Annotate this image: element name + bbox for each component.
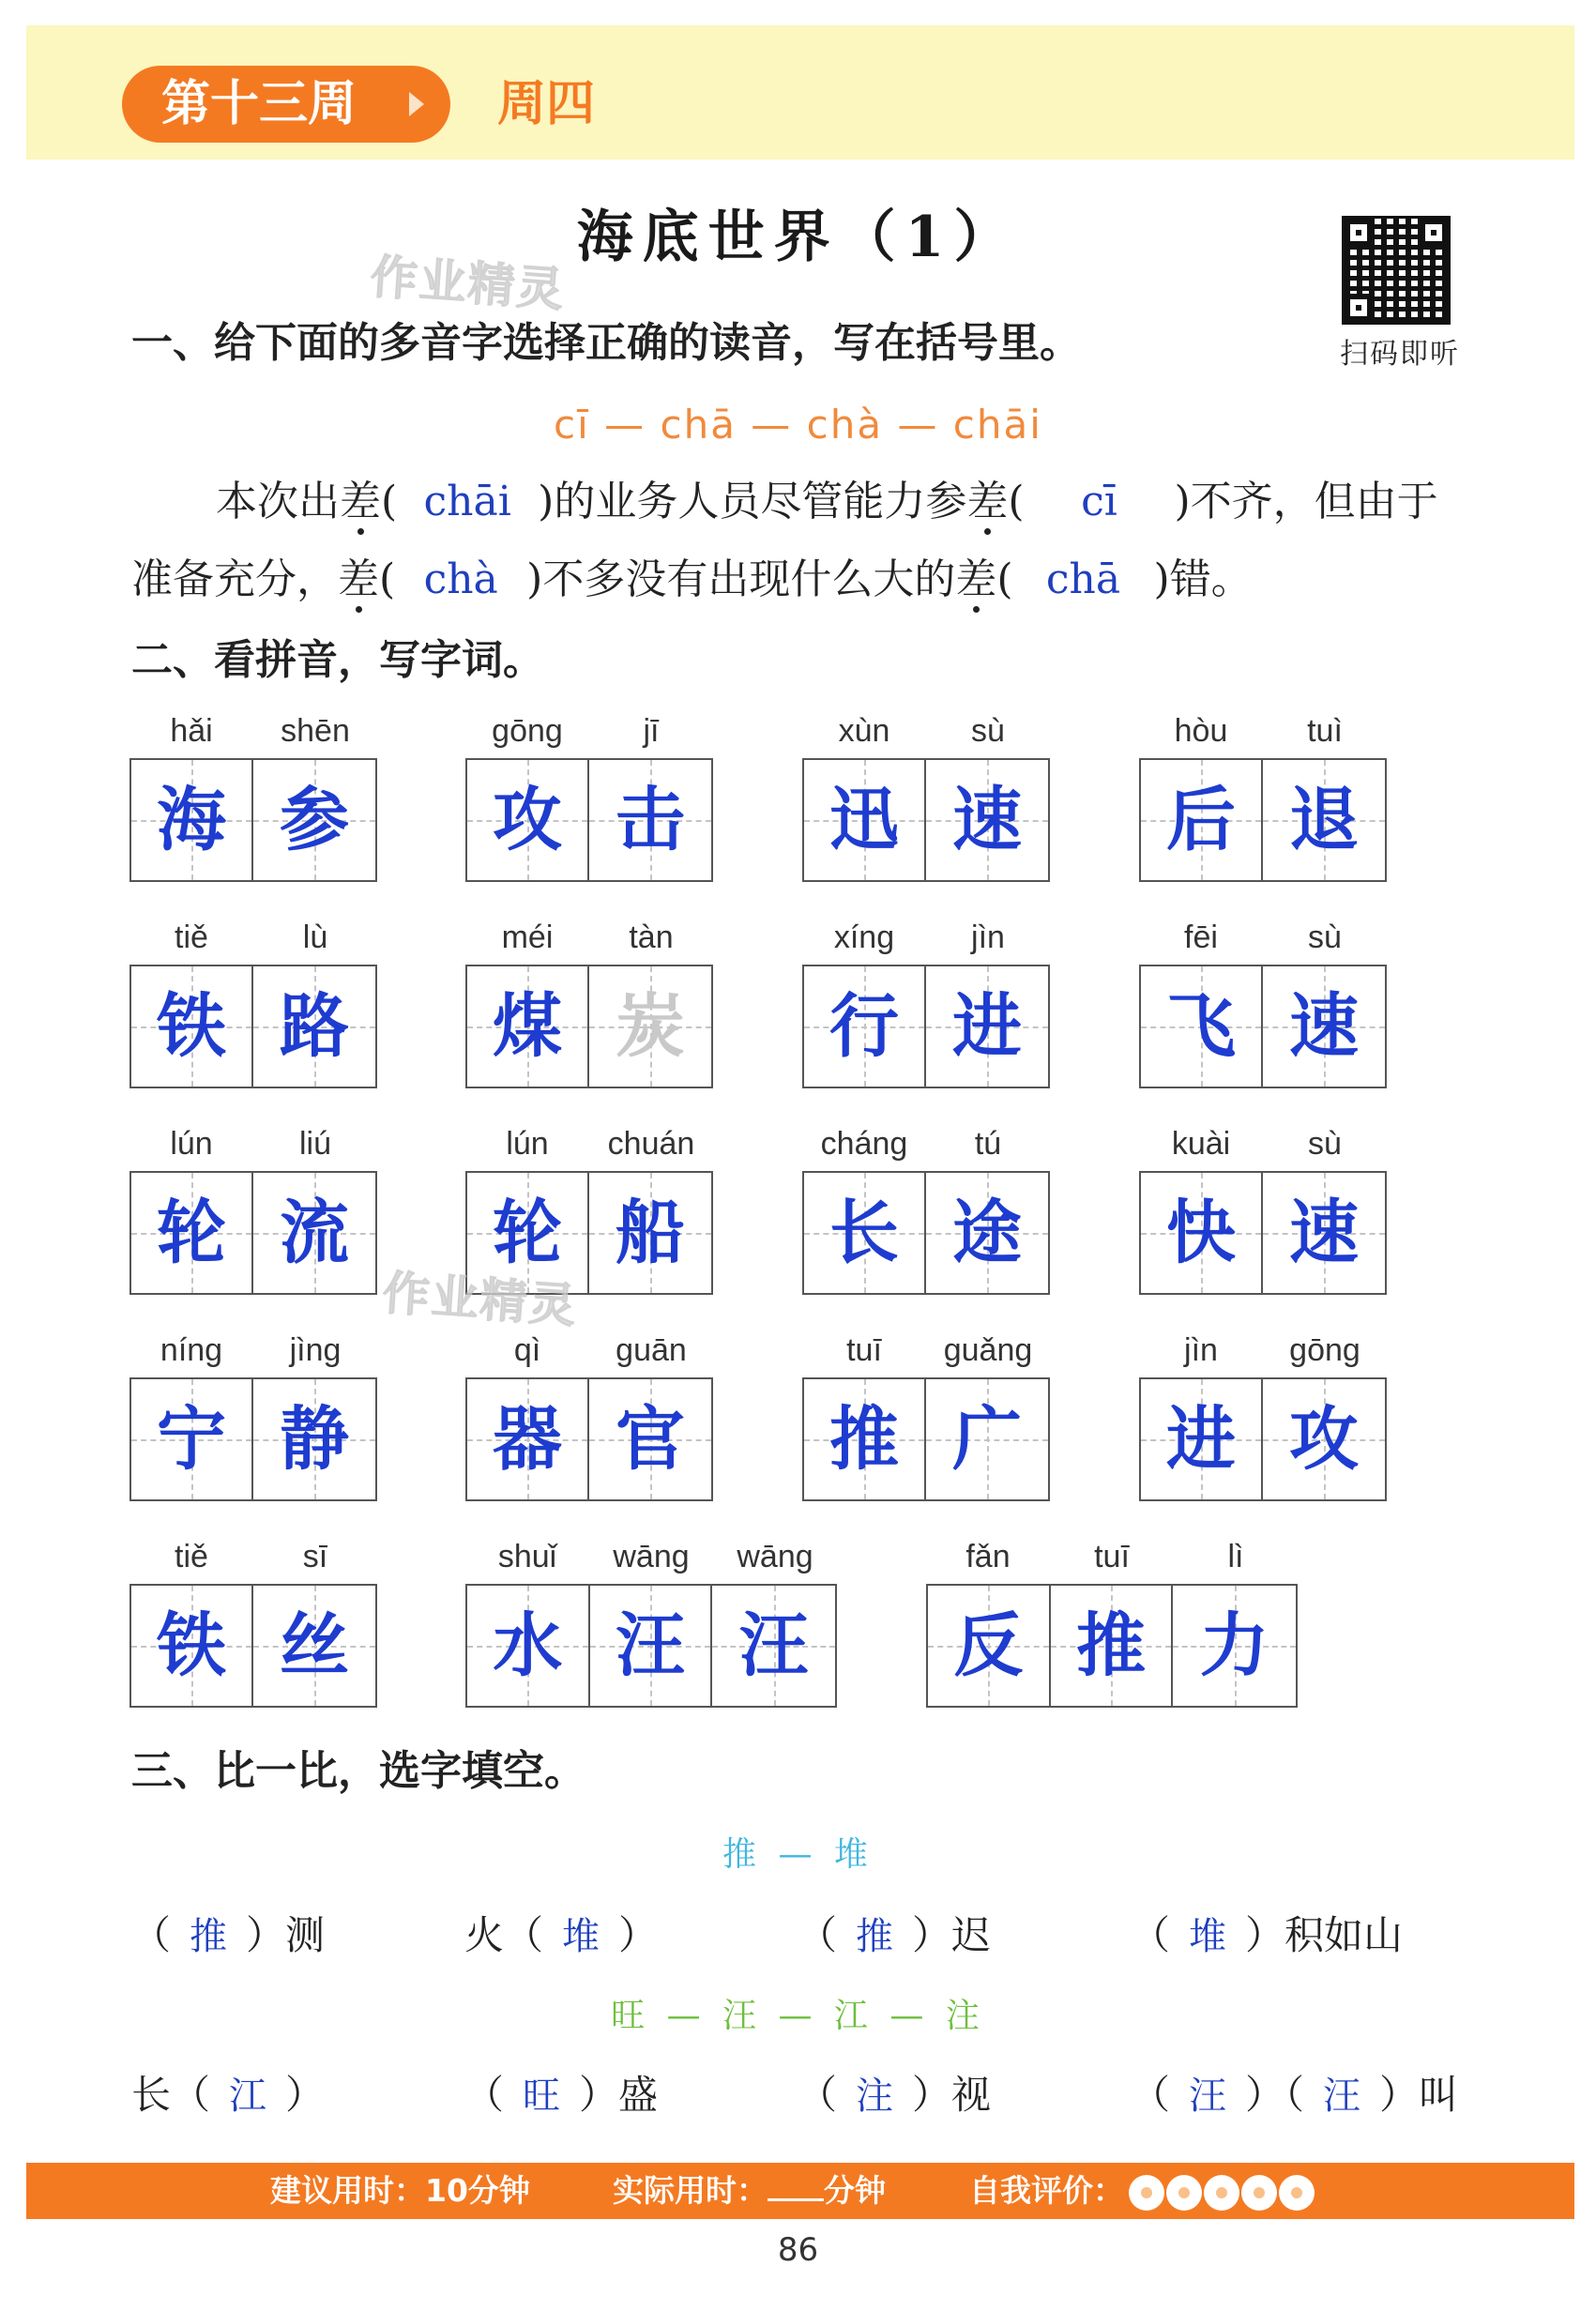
character-cell[interactable]: 力 xyxy=(1173,1586,1296,1706)
word-box xyxy=(1139,713,1387,884)
fill-answer[interactable]: 推 xyxy=(856,1915,894,1958)
fill-answer[interactable]: 汪 xyxy=(1323,2075,1361,2118)
pinyin-label: chuán xyxy=(607,1126,695,1162)
footer-bar xyxy=(26,2163,1574,2219)
character-cell[interactable]: 进 xyxy=(926,966,1048,1087)
pinyin-label: lún xyxy=(506,1126,549,1162)
character-cell[interactable]: 煤 xyxy=(467,966,589,1087)
fill-answer[interactable]: 堆 xyxy=(562,1915,600,1958)
answer-2[interactable]: cī xyxy=(1081,478,1117,525)
pinyin-label: sù xyxy=(1308,920,1342,955)
fill-item: （ 推 ）迟 xyxy=(798,1905,991,1961)
fill-item: （ 汪 ）（ 汪 ）叫 xyxy=(1131,2064,1458,2121)
character-cell[interactable]: 推 xyxy=(1051,1586,1174,1706)
character-cell[interactable]: 海 xyxy=(131,760,253,880)
word-box xyxy=(1139,1332,1387,1503)
actual-time: 实际用时： 分钟 xyxy=(613,2163,886,2219)
character-cell[interactable]: 丝 xyxy=(253,1586,375,1706)
answer-1[interactable]: chāi xyxy=(423,478,511,525)
qr-caption: 扫码即听 xyxy=(1340,338,1460,371)
pinyin-label: guān xyxy=(616,1332,687,1368)
section2-title: 二、看拼音，写字词。 xyxy=(131,636,544,684)
pinyin-label: wāng xyxy=(613,1539,690,1574)
watermark-top: 作业精灵 xyxy=(368,249,568,318)
character-cell[interactable]: 官 xyxy=(589,1379,711,1499)
fill-item: （ 旺 ）盛 xyxy=(464,2064,658,2121)
pinyin-label: gōng xyxy=(1289,1332,1360,1368)
pinyin-label: cháng xyxy=(820,1126,908,1162)
character-cell[interactable]: 轮 xyxy=(131,1173,253,1293)
fill-answer[interactable]: 注 xyxy=(856,2075,894,2118)
pinyin-label: qì xyxy=(513,1332,541,1368)
pinyin-label: hòu xyxy=(1174,713,1228,749)
word-box xyxy=(1139,1126,1387,1297)
day-label: 周四 xyxy=(497,76,596,132)
answer-4[interactable]: chā xyxy=(1045,555,1121,603)
pinyin-label: lún xyxy=(170,1126,213,1162)
pair-label-1: 推 — 堆 xyxy=(722,1835,874,1874)
word-box xyxy=(802,713,1050,884)
pinyin-label: tuī xyxy=(846,1332,882,1368)
pinyin-label: lù xyxy=(302,920,328,955)
pinyin-label: shēn xyxy=(281,713,350,749)
word-box xyxy=(129,920,377,1090)
pinyin-label: tuī xyxy=(1094,1539,1130,1574)
character-cell[interactable]: 行 xyxy=(804,966,926,1087)
character-cell[interactable]: 击 xyxy=(589,760,711,880)
character-cell[interactable]: 后 xyxy=(1141,760,1263,880)
pinyin-label: liú xyxy=(298,1126,332,1162)
pinyin-label: jìng xyxy=(289,1332,342,1368)
pinyin-label: hǎi xyxy=(170,713,213,749)
pinyin-label: fēi xyxy=(1184,920,1218,955)
section1-title: 一、给下面的多音字选择正确的读音，写在括号里。 xyxy=(131,319,1081,367)
week-badge: 第十三周 xyxy=(122,66,450,143)
character-cell[interactable]: 汪 xyxy=(712,1586,835,1706)
pinyin-label: wāng xyxy=(737,1539,813,1574)
character-cell[interactable]: 静 xyxy=(253,1379,375,1499)
character-cell[interactable]: 船 xyxy=(589,1173,711,1293)
flower-rating-icon[interactable] xyxy=(1207,2178,1237,2208)
fill-item: （ 堆 ）积如山 xyxy=(1131,1905,1403,1961)
character-cell[interactable]: 退 xyxy=(1263,760,1385,880)
word-box xyxy=(465,1126,713,1297)
pinyin-label: gōng xyxy=(492,713,563,749)
character-cell[interactable]: 速 xyxy=(1263,966,1385,1087)
character-cell[interactable]: 攻 xyxy=(467,760,589,880)
fill-item: 长（ 江 ） xyxy=(131,2064,325,2121)
pinyin-label: xíng xyxy=(833,920,895,955)
word-box xyxy=(129,713,377,884)
pinyin-label: guǎng xyxy=(943,1332,1033,1368)
pair-label-2: 旺 — 汪 — 江 — 注 xyxy=(611,1997,985,2035)
fill-answer[interactable]: 推 xyxy=(190,1915,228,1958)
pinyin-label: shuǐ xyxy=(497,1539,557,1574)
character-cell[interactable]: 推 xyxy=(804,1379,926,1499)
sentence-line-2: 准备充分，差( chà )不多没有出现什么大的差( chā )错。 xyxy=(131,552,1253,608)
character-cell[interactable]: 进 xyxy=(1141,1379,1263,1499)
character-cell[interactable]: 汪 xyxy=(590,1586,713,1706)
pinyin-label: tuì xyxy=(1307,713,1343,749)
word-box xyxy=(465,1539,837,1710)
character-cell[interactable]: 轮 xyxy=(467,1173,589,1293)
self-evaluation: 自我评价： xyxy=(969,2163,1312,2219)
flower-rating-icon[interactable] xyxy=(1169,2178,1199,2208)
character-cell[interactable]: 参 xyxy=(253,760,375,880)
character-cell[interactable]: 铁 xyxy=(131,966,253,1087)
qr-code-icon[interactable] xyxy=(1342,216,1451,325)
character-cell[interactable]: 反 xyxy=(928,1586,1051,1706)
pinyin-label: méi xyxy=(501,920,554,955)
word-box xyxy=(465,1332,713,1503)
word-box xyxy=(802,920,1050,1090)
word-box xyxy=(129,1126,377,1297)
character-cell[interactable]: 飞 xyxy=(1141,966,1263,1087)
pinyin-label: lì xyxy=(1227,1539,1244,1574)
word-box xyxy=(129,1539,377,1710)
character-cell[interactable]: 水 xyxy=(467,1586,590,1706)
character-cell[interactable]: 速 xyxy=(1263,1173,1385,1293)
word-box xyxy=(1139,920,1387,1090)
word-box xyxy=(465,713,713,884)
fill-answer[interactable]: 江 xyxy=(229,2075,267,2118)
pinyin-label: jī xyxy=(643,713,660,749)
pinyin-label: tú xyxy=(974,1126,1002,1162)
pinyin-options: cī — chā — chà — chāi xyxy=(554,402,1042,448)
word-box xyxy=(465,920,713,1090)
fill-answer[interactable]: 堆 xyxy=(1189,1915,1227,1958)
character-cell[interactable]: 攻 xyxy=(1263,1379,1385,1499)
page-number: 86 xyxy=(777,2231,819,2269)
pinyin-label: tiě xyxy=(175,920,208,955)
section3-title: 三、比一比，选字填空。 xyxy=(131,1747,585,1795)
pinyin-label: fǎn xyxy=(965,1539,1011,1574)
fill-answer[interactable]: 旺 xyxy=(523,2075,561,2118)
fill-item: 火（ 堆 ） xyxy=(464,1905,658,1961)
actual-time-blank[interactable] xyxy=(768,2165,824,2201)
character-cell[interactable]: 流 xyxy=(253,1173,375,1293)
suggested-time: 建议用时：10分钟 xyxy=(270,2172,530,2209)
character-cell[interactable]: 速 xyxy=(926,760,1048,880)
word-box xyxy=(926,1539,1298,1710)
pinyin-label: tàn xyxy=(629,920,674,955)
pinyin-label: jìn xyxy=(1184,1332,1218,1368)
pinyin-label: xùn xyxy=(838,713,890,749)
character-cell[interactable]: 炭 xyxy=(589,966,711,1087)
pinyin-label: sù xyxy=(971,713,1005,749)
pinyin-label: sù xyxy=(1308,1126,1342,1162)
character-cell[interactable]: 器 xyxy=(467,1379,589,1499)
pinyin-label: tiě xyxy=(175,1539,208,1574)
word-box xyxy=(129,1332,377,1503)
answer-3[interactable]: chà xyxy=(423,555,498,603)
pinyin-label: sī xyxy=(302,1539,328,1574)
arrow-icon xyxy=(409,92,424,116)
flower-rating-icon[interactable] xyxy=(1132,2178,1162,2208)
character-cell[interactable]: 广 xyxy=(926,1379,1048,1499)
pinyin-label: níng xyxy=(160,1332,223,1368)
flower-rating-icon[interactable] xyxy=(1282,2178,1312,2208)
character-cell[interactable]: 宁 xyxy=(131,1379,253,1499)
pinyin-label: jìn xyxy=(971,920,1005,955)
fill-item: （ 推 ）测 xyxy=(131,1905,325,1961)
character-cell[interactable]: 长 xyxy=(804,1173,926,1293)
character-cell[interactable]: 途 xyxy=(926,1173,1048,1293)
character-cell[interactable]: 快 xyxy=(1141,1173,1263,1293)
character-cell[interactable]: 迅 xyxy=(804,760,926,880)
fill-answer[interactable]: 汪 xyxy=(1189,2075,1227,2118)
pinyin-label: kuài xyxy=(1171,1126,1231,1162)
character-cell[interactable]: 路 xyxy=(253,966,375,1087)
character-cell[interactable]: 铁 xyxy=(131,1586,253,1706)
page-title: 海底世界（1） xyxy=(576,205,1020,270)
word-box xyxy=(802,1332,1050,1503)
sentence-line-1: 本次出差( chāi )的业务人员尽管能力参差( cī )不齐，但由于 xyxy=(216,474,1438,530)
word-box xyxy=(802,1126,1050,1297)
fill-item: （ 注 ）视 xyxy=(798,2064,991,2121)
flower-rating-icon[interactable] xyxy=(1244,2178,1274,2208)
watermark-middle: 作业精灵 xyxy=(380,1265,580,1334)
